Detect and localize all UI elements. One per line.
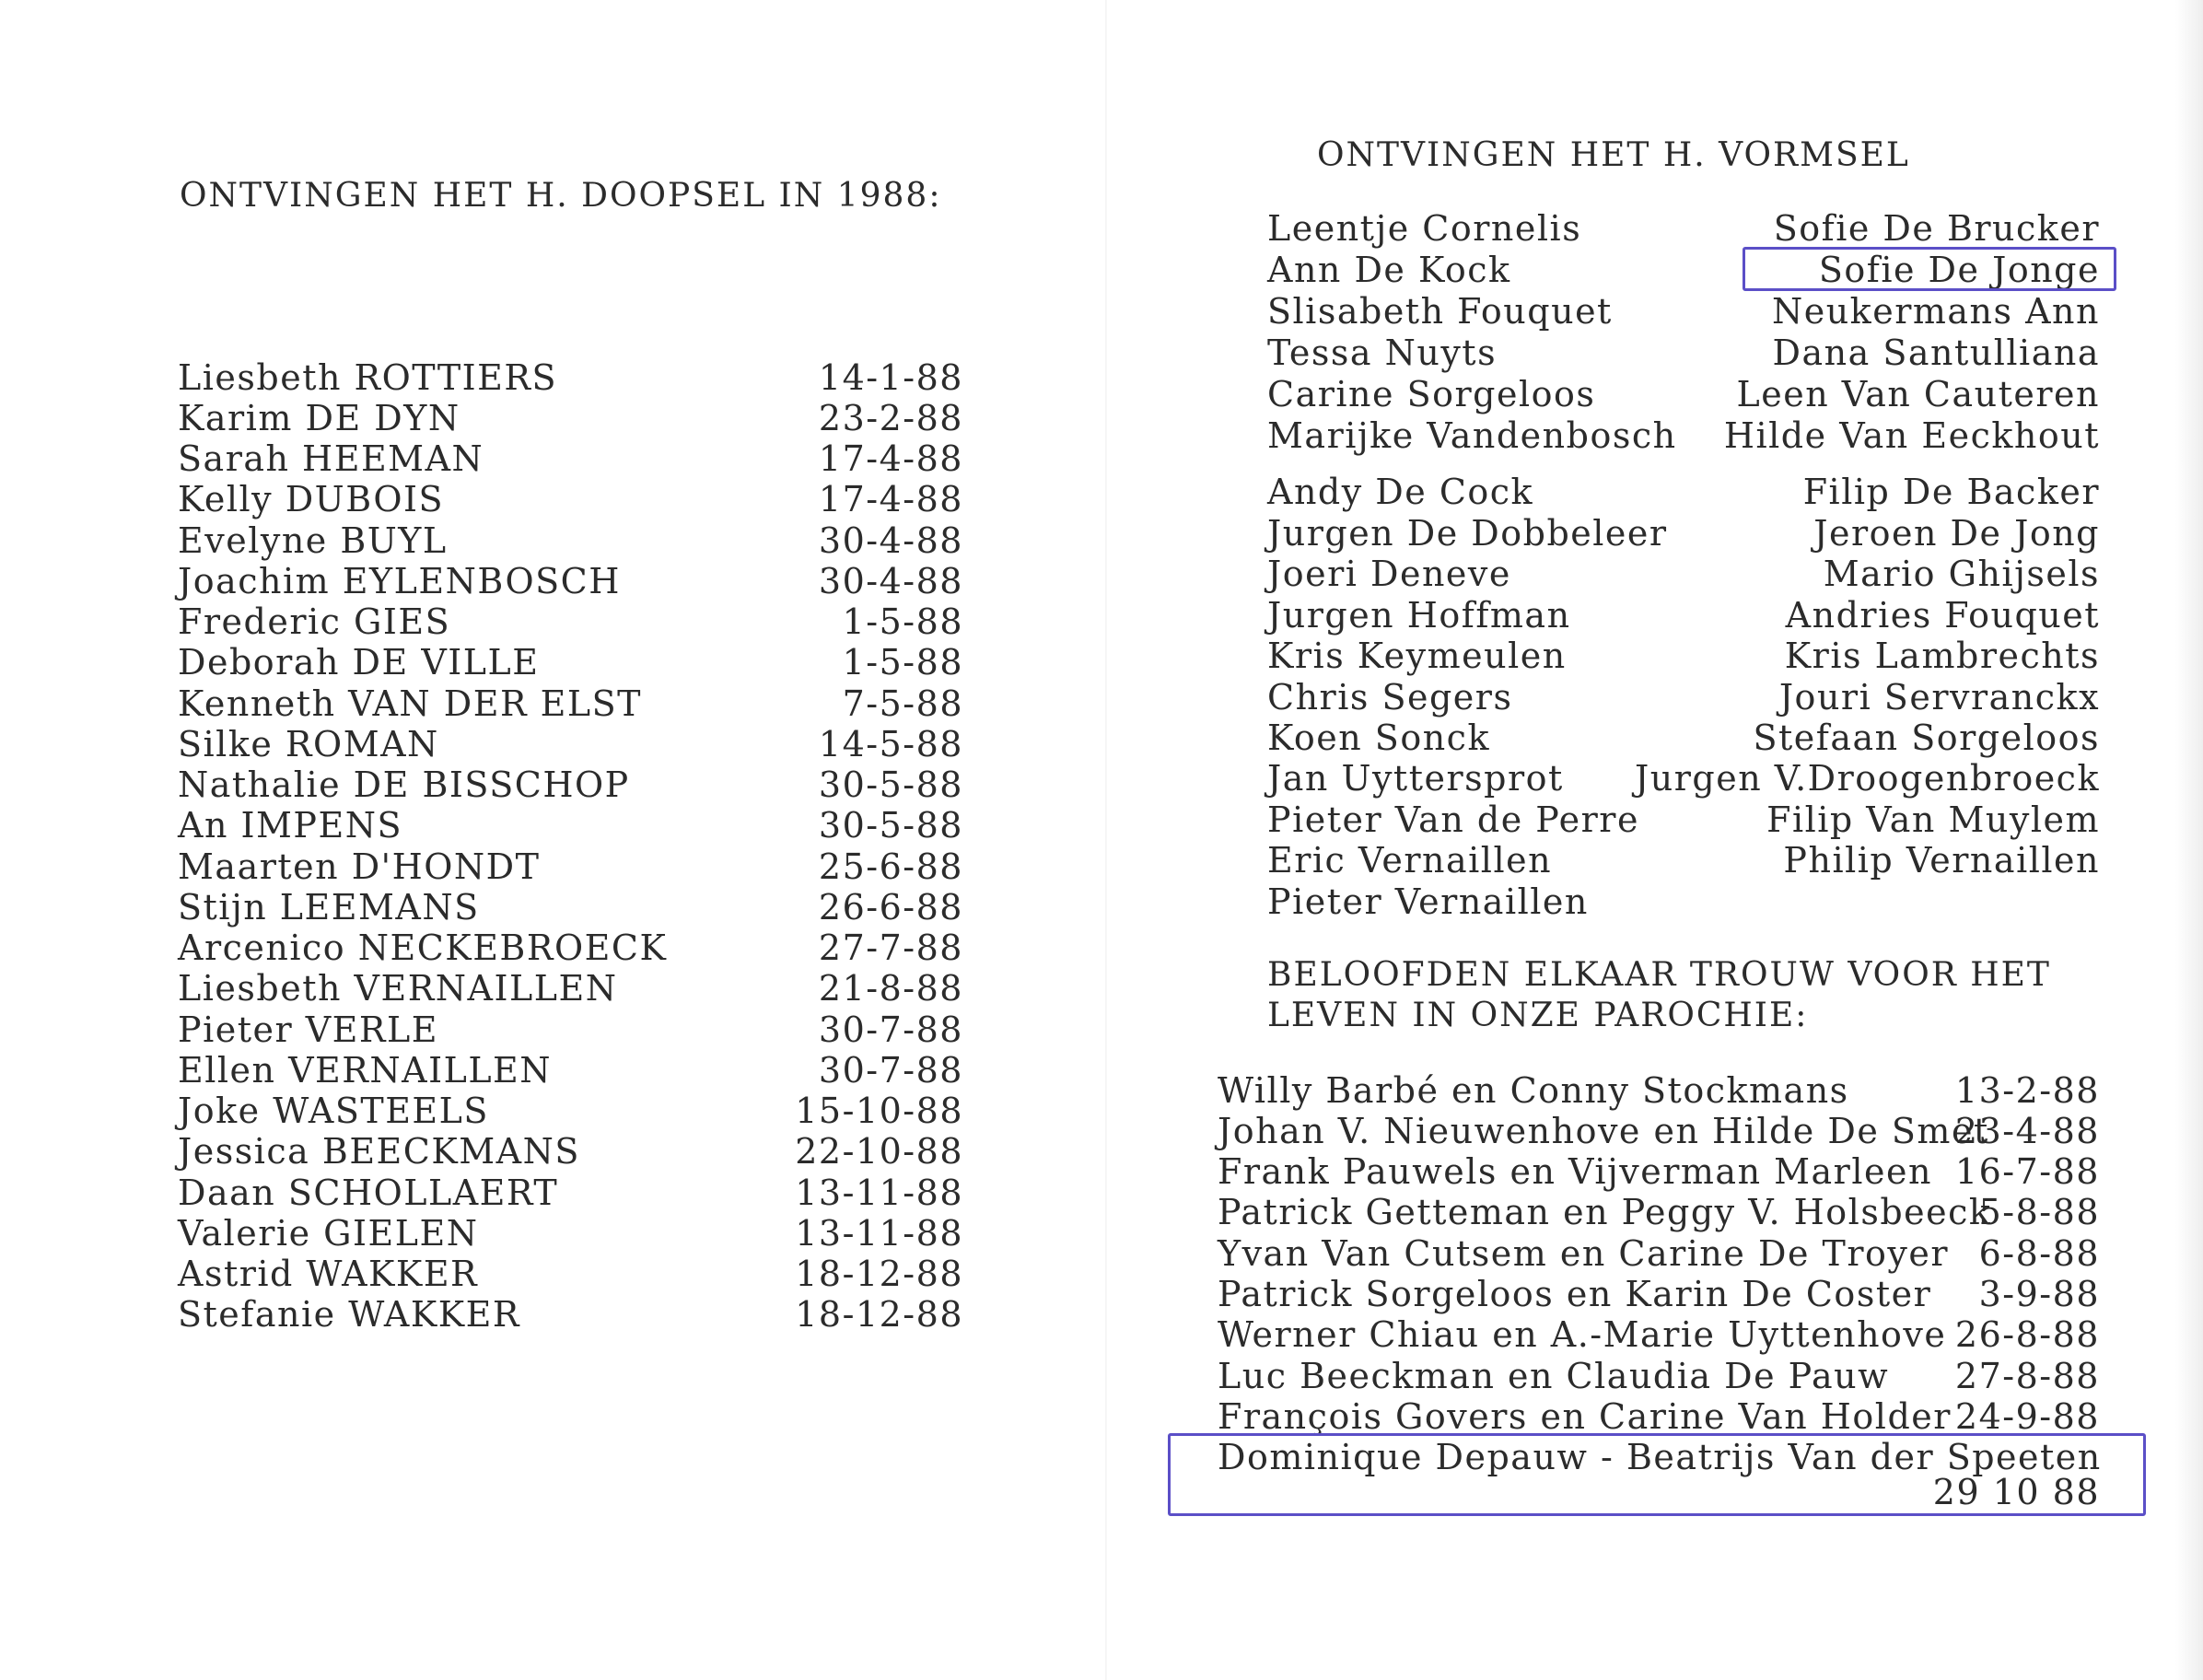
baptism-row (178, 724, 963, 764)
marriage-date: 26-8-88 (1954, 1314, 2100, 1355)
marriage-row (1218, 1274, 2100, 1314)
marriage-couple: Werner Chiau en A.-Marie Uyttenhove (1218, 1314, 1947, 1355)
confirmation-row (1267, 758, 2100, 799)
marriage-row (1218, 1314, 2100, 1355)
confirmation-heading: ONTVINGEN HET H. VORMSEL (1317, 136, 1910, 174)
baptism-date: 30-7-88 (818, 1050, 963, 1091)
confirmation-name: Sofie De Brucker (1773, 208, 2100, 249)
marriage-row (1218, 1192, 2100, 1232)
baptism-row (178, 479, 963, 519)
baptism-name: Frederic GIES (178, 601, 451, 642)
baptism-name: Valerie GIELEN (178, 1213, 479, 1254)
confirmation-row (1267, 554, 2100, 594)
marriage-heading-line1: BELOOFDEN ELKAAR TROUW VOOR HET (1267, 956, 2051, 994)
confirmation-name: Ann De Kock (1267, 250, 1511, 290)
page-fold (1105, 0, 1107, 1680)
baptism-name: Joachim EYLENBOSCH (178, 561, 621, 601)
marriage-row (1218, 1151, 2100, 1192)
baptism-date: 22-10-88 (795, 1131, 963, 1172)
marriage-couple: Patrick Sorgeloos en Karin De Coster (1218, 1274, 1932, 1314)
marriage-date: 5-8-88 (1978, 1192, 2100, 1232)
confirmation-name: Jurgen Hoffman (1267, 595, 1571, 636)
baptism-date: 13-11-88 (795, 1213, 963, 1254)
confirmation-row (1267, 636, 2100, 676)
confirmation-row (1267, 374, 2100, 414)
baptism-name: Arcenico NECKEBROECK (178, 928, 668, 968)
baptism-row (178, 642, 963, 682)
baptism-name: Silke ROMAN (178, 724, 439, 764)
baptism-date: 27-7-88 (818, 928, 963, 968)
confirmation-name: Slisabeth Fouquet (1267, 291, 1613, 332)
baptism-row (178, 1172, 963, 1213)
baptism-date: 15-10-88 (795, 1091, 963, 1131)
confirmation-row (1267, 291, 2100, 332)
baptism-name: Stefanie WAKKER (178, 1294, 520, 1335)
baptism-date: 25-6-88 (818, 846, 963, 887)
baptism-date: 30-4-88 (818, 561, 963, 601)
baptism-name: Evelyne BUYL (178, 520, 448, 561)
baptism-row (178, 887, 963, 928)
baptism-name: Kelly DUBOIS (178, 479, 445, 519)
baptism-date: 13-11-88 (795, 1172, 963, 1213)
confirmation-name: Tessa Nuyts (1267, 332, 1498, 373)
baptism-date: 30-4-88 (818, 520, 963, 561)
marriage-date: 6-8-88 (1978, 1233, 2100, 1274)
confirmation-name: Kris Keymeulen (1267, 636, 1567, 676)
confirmation-name: Pieter Van de Perre (1267, 799, 1639, 840)
confirmation-name: Dana Santulliana (1772, 332, 2100, 373)
confirmation-name: Mario Ghijsels (1823, 554, 2100, 594)
baptism-date: 7-5-88 (842, 683, 963, 724)
baptism-name: Joke WASTEELS (178, 1091, 489, 1131)
baptism-row (178, 1254, 963, 1294)
confirmation-name: Jurgen V.Droogenbroeck (1635, 758, 2100, 799)
marriage-row (1218, 1396, 2100, 1437)
marriage-date: 3-9-88 (1978, 1274, 2100, 1314)
confirmation-name: Stefaan Sorgeloos (1753, 718, 2100, 758)
confirmation-name: Filip Van Muylem (1766, 799, 2100, 840)
baptism-heading: ONTVINGEN HET H. DOOPSEL IN 1988: (180, 177, 942, 215)
baptism-row (178, 398, 963, 438)
confirmation-row (1267, 799, 2100, 840)
confirmation-row (1267, 332, 2100, 373)
confirmation-name: Filip De Backer (1802, 472, 2100, 512)
marriage-couple: François Govers en Carine Van Holder (1218, 1396, 1952, 1437)
confirmation-name: Koen Sonck (1267, 718, 1490, 758)
marriage-row (1218, 1111, 2100, 1151)
baptism-name: Jessica BEECKMANS (178, 1131, 580, 1172)
baptism-row (178, 764, 963, 805)
baptism-date: 1-5-88 (842, 642, 963, 682)
confirmation-name: Pieter Vernaillen (1267, 881, 1589, 922)
baptism-date: 17-4-88 (818, 479, 963, 519)
baptism-date: 30-5-88 (818, 764, 963, 805)
marriage-date: 29 10 88 (1932, 1472, 2100, 1512)
confirmation-name: Carine Sorgeloos (1267, 374, 1596, 414)
confirmation-row (1267, 840, 2100, 881)
confirmation-name: Marijke Vandenbosch (1267, 415, 1677, 456)
confirmation-name: Jan Uyttersprot (1267, 758, 1564, 799)
baptism-row (178, 357, 963, 398)
baptism-name: Nathalie DE BISSCHOP (178, 764, 630, 805)
baptism-name: Daan SCHOLLAERT (178, 1172, 559, 1213)
marriage-heading-line2: LEVEN IN ONZE PAROCHIE: (1267, 997, 1809, 1034)
confirmation-name: Andries Fouquet (1785, 595, 2100, 636)
confirmation-name: Jouri Servranckx (1778, 677, 2100, 718)
marriage-couple: Willy Barbé en Conny Stockmans (1218, 1070, 1849, 1111)
baptism-row (178, 805, 963, 846)
baptism-name: Deborah DE VILLE (178, 642, 540, 682)
baptism-row (178, 601, 963, 642)
baptism-row (178, 1131, 963, 1172)
baptism-date: 30-7-88 (818, 1009, 963, 1050)
baptism-row (178, 561, 963, 601)
baptism-row (178, 683, 963, 724)
confirmation-row (1267, 677, 2100, 718)
marriage-couple: Frank Pauwels en Vijverman Marleen (1218, 1151, 1932, 1192)
marriage-date: 24-9-88 (1954, 1396, 2100, 1437)
marriage-date: 13-2-88 (1954, 1070, 2100, 1111)
confirmation-row (1267, 513, 2100, 554)
marriage-row (1218, 1070, 2100, 1111)
marriage-couple: Luc Beeckman en Claudia De Pauw (1218, 1356, 1890, 1396)
marriage-date: 16-7-88 (1954, 1151, 2100, 1192)
marriage-row (1218, 1356, 2100, 1396)
confirmation-name: Chris Segers (1267, 677, 1513, 718)
baptism-name: Liesbeth VERNAILLEN (178, 968, 618, 1009)
confirmation-name: Jurgen De Dobbeleer (1267, 513, 1668, 554)
baptism-date: 14-5-88 (818, 724, 963, 764)
marriage-couple: Yvan Van Cutsem en Carine De Troyer (1218, 1233, 1950, 1274)
baptism-row (178, 1213, 963, 1254)
confirmation-name: Joeri Deneve (1267, 554, 1511, 594)
baptism-row (178, 520, 963, 561)
handwritten-box (1743, 247, 2116, 291)
baptism-row (178, 1009, 963, 1050)
confirmation-name: Eric Vernaillen (1267, 840, 1553, 881)
baptism-row (178, 1050, 963, 1091)
confirmation-name: Hilde Van Eeckhout (1723, 415, 2100, 456)
baptism-date: 17-4-88 (818, 438, 963, 479)
confirmation-name: Jeroen De Jong (1813, 513, 2100, 554)
confirmation-row (1267, 718, 2100, 758)
baptism-row (178, 928, 963, 968)
confirmation-row (1267, 595, 2100, 636)
baptism-date: 14-1-88 (818, 357, 963, 398)
baptism-name: Stijn LEEMANS (178, 887, 480, 928)
baptism-date: 26-6-88 (818, 887, 963, 928)
confirmation-row (1267, 415, 2100, 456)
baptism-name: Karim DE DYN (178, 398, 460, 438)
baptism-name: Liesbeth ROTTIERS (178, 357, 558, 398)
baptism-row (178, 846, 963, 887)
baptism-name: Pieter VERLE (178, 1009, 438, 1050)
baptism-name: Astrid WAKKER (178, 1254, 479, 1294)
baptism-date: 30-5-88 (818, 805, 963, 846)
confirmation-name: Leen Van Cauteren (1736, 374, 2100, 414)
baptism-name: Maarten D'HONDT (178, 846, 541, 887)
baptism-row (178, 968, 963, 1009)
marriage-row (1218, 1233, 2100, 1274)
marriage-couple: Patrick Getteman en Peggy V. Holsbeeck (1218, 1192, 1992, 1232)
confirmation-row (1267, 881, 2100, 922)
baptism-name: Ellen VERNAILLEN (178, 1050, 553, 1091)
baptism-date: 23-2-88 (818, 398, 963, 438)
marriage-date: 27-8-88 (1954, 1356, 2100, 1396)
baptism-row (178, 438, 963, 479)
confirmation-name: Andy De Cock (1267, 472, 1534, 512)
baptism-name: Kenneth VAN DER ELST (178, 683, 642, 724)
baptism-row (178, 1294, 963, 1335)
marriage-row-last-date (1218, 1472, 2100, 1512)
confirmation-row (1267, 208, 2100, 249)
baptism-name: Sarah HEEMAN (178, 438, 484, 479)
marriage-couple: Dominique Depauw - Beatrijs Van der Speeten (1218, 1437, 2102, 1477)
marriage-couple: Johan V. Nieuwenhove en Hilde De Smet (1218, 1111, 1989, 1151)
confirmation-row (1267, 472, 2100, 512)
confirmation-name: Leentje Cornelis (1267, 208, 1582, 249)
confirmation-name: Sofie De Jonge (1818, 250, 2100, 290)
baptism-date: 21-8-88 (818, 968, 963, 1009)
page-edge (2175, 0, 2203, 1680)
confirmation-name: Kris Lambrechts (1784, 636, 2100, 676)
confirmation-name: Philip Vernaillen (1783, 840, 2100, 881)
confirmation-name: Neukermans Ann (1771, 291, 2100, 332)
baptism-date: 1-5-88 (842, 601, 963, 642)
baptism-name: An IMPENS (178, 805, 403, 846)
baptism-date: 18-12-88 (795, 1294, 963, 1335)
baptism-date: 18-12-88 (795, 1254, 963, 1294)
baptism-row (178, 1091, 963, 1131)
marriage-date: 23-4-88 (1954, 1111, 2100, 1151)
